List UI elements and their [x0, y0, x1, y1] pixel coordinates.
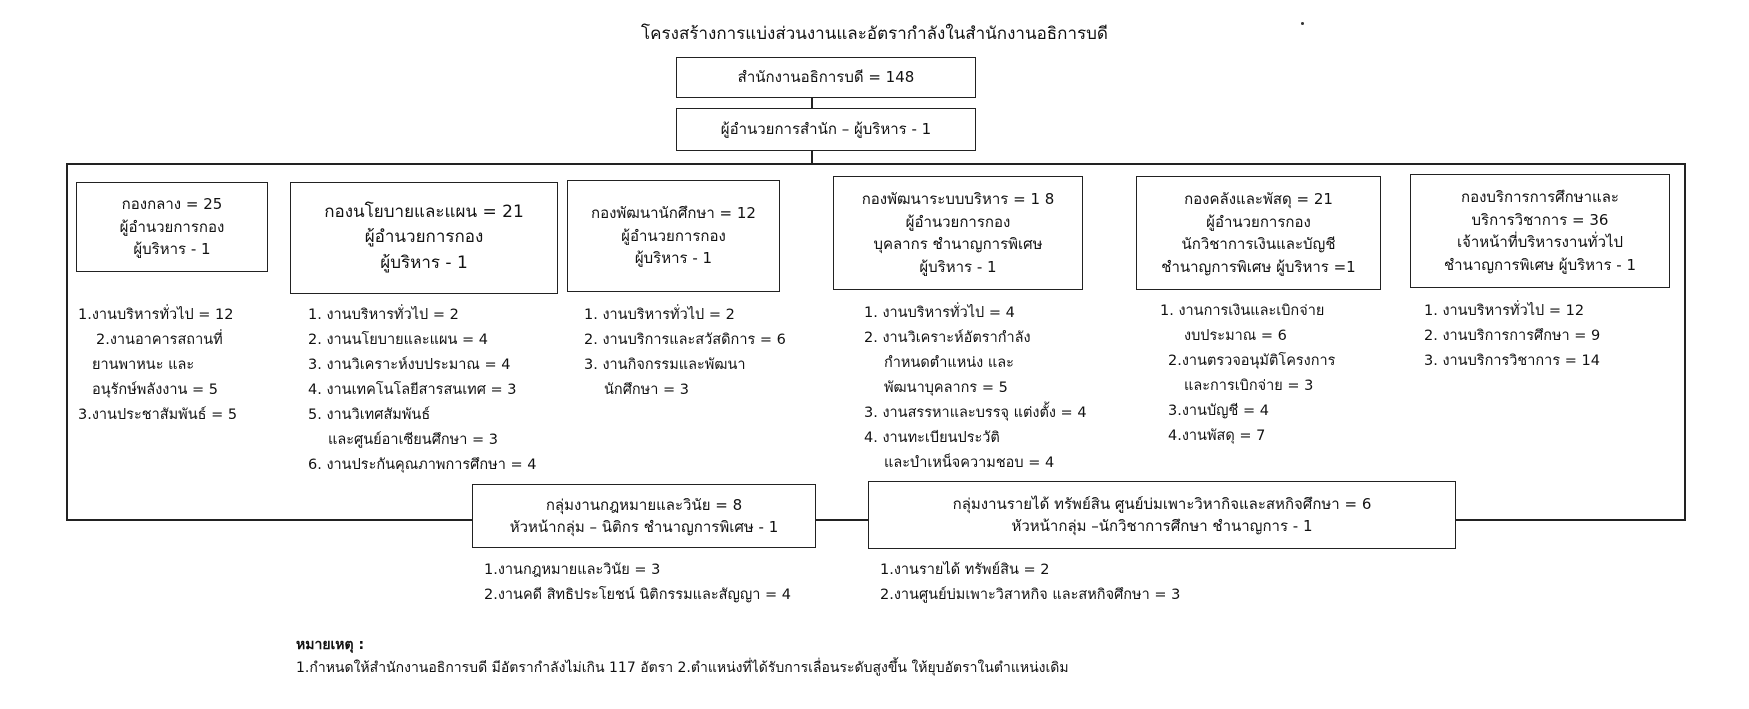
list-item: และบำเหน็จความชอบ = 4 [884, 455, 1055, 471]
list-item: งบประมาณ = 6 [1184, 328, 1287, 344]
group-line: หัวหน้ากลุ่ม –นักวิชาการศึกษา ชำนาญการ - 1 [1011, 517, 1313, 535]
division-line: กองพัฒนาระบบบริหาร = 1 8 [861, 190, 1055, 208]
division-line: นักวิชาการเงินและบัญชี [1181, 235, 1336, 253]
bus-left-vertical [66, 163, 68, 521]
division-line: บริการวิชาการ = 36 [1471, 210, 1609, 229]
division-items-finance [1160, 299, 1335, 449]
stray-dot [1301, 22, 1304, 25]
division-line: ผู้อำนวยการกอง [621, 226, 726, 245]
list-item: 5. งานวิเทศสัมพันธ์ [308, 407, 431, 423]
director-box-label: ผู้อำนวยการสำนัก – ผู้บริหาร - 1 [720, 120, 932, 139]
division-line: เจ้าหน้าที่บริหารงานทั่วไป [1456, 233, 1624, 251]
division-line: กองบริการการศึกษาและ [1461, 188, 1619, 206]
division-box-student-dev [567, 180, 780, 292]
list-item: 2.งานอาคารสถานที่ [96, 332, 223, 348]
list-item: 3.งานประชาสัมพันธ์ = 5 [78, 407, 238, 423]
bus-bottom-middle [816, 519, 868, 521]
group-line: หัวหน้ากลุ่ม – นิติกร ชำนาญการพิเศษ - 1 [509, 518, 779, 536]
list-item: 2.งานตรวจอนุมัติโครงการ [1168, 353, 1336, 369]
office-box-label: สำนักงานอธิการบดี = 148 [737, 68, 915, 87]
list-item: 1. งานบริหารทั่วไป = 2 [308, 307, 459, 323]
division-line: กองนโยบายและแผน = 21 [324, 201, 524, 222]
division-line: ชำนาญการพิเศษ ผู้บริหาร =1 [1161, 257, 1356, 276]
group-box-legal [472, 484, 816, 548]
division-items-policy-plan [308, 303, 536, 478]
division-line: ผู้บริหาร - 1 [919, 257, 997, 276]
connector-director-to-bus [811, 150, 813, 164]
list-item: 3. งานสรรหาและบรรจุ แต่งตั้ง = 4 [864, 405, 1087, 421]
list-item: 4.งานพัสดุ = 7 [1168, 428, 1266, 444]
division-line: กองคลังและพัสดุ = 21 [1184, 190, 1333, 208]
list-item: 2. งานวิเคราะห์อัตรากำลัง [864, 330, 1031, 346]
list-item: 1. งานบริหารทั่วไป = 4 [864, 305, 1015, 321]
list-item: 2.งานศูนย์บ่มเพาะวิสาหกิจ และสหกิจศึกษา = 3 [880, 587, 1181, 603]
list-item: 3. งานวิเคราะห์งบประมาณ = 4 [308, 357, 511, 373]
bus-top-horizontal [66, 163, 1686, 165]
division-line: บุคลากร ชำนาญการพิเศษ [873, 235, 1043, 253]
list-item: 4. งานทะเบียนประวัติ [864, 430, 1000, 446]
list-item: 1.งานรายได้ ทรัพย์สิน = 2 [880, 562, 1050, 578]
list-item: กำหนดตำแหน่ง และ [884, 355, 1014, 371]
division-line: กองพัฒนานักศึกษา = 12 [591, 204, 756, 223]
list-item: 2. งานบริการการศึกษา = 9 [1424, 328, 1601, 344]
division-box-academic-service [1410, 174, 1670, 288]
notes-text: 1.กำหนดให้สำนักงานอธิการบดี มีอัตรากำลังไม่เกิน 117 อัตรา 2.ตำแหน่งที่ได้รับการเลื่อนระดับสูงขึ้น ให้ยุบอัตราในตำแหน่งเดิม [296, 660, 1069, 676]
division-box-admin-system [833, 176, 1083, 290]
division-line: กองกลาง = 25 [121, 195, 223, 214]
group-items-legal [484, 558, 791, 608]
division-line: ผู้อำนวยการกอง [364, 227, 484, 248]
list-item: 1. งานการเงินและเบิกจ่าย [1160, 303, 1325, 319]
list-item: พัฒนาบุคลากร = 5 [884, 380, 1008, 396]
office-box [676, 57, 976, 98]
list-item: 2. งานนโยบายและแผน = 4 [308, 332, 488, 348]
group-items-revenue [880, 558, 1180, 608]
list-item: 3.งานบัญชี = 4 [1168, 403, 1269, 419]
list-item: ยานพาหนะ และ [92, 357, 195, 373]
group-line: กลุ่มงานรายได้ ทรัพย์สิน ศูนย์บ่มเพาะวิหากิจและสหกิจศึกษา = 6 [952, 494, 1372, 513]
list-item: 2. งานบริการและสวัสดิการ = 6 [584, 332, 786, 348]
division-items-general [78, 303, 237, 428]
list-item: 6. งานประกันคุณภาพการศึกษา = 4 [308, 457, 537, 473]
bus-bottom-left [66, 519, 472, 521]
group-line: กลุ่มงานกฎหมายและวินัย = 8 [545, 495, 743, 514]
chart-title: โครงสร้างการแบ่งส่วนงานและอัตรากำลังในสำนักงานอธิการบดี [641, 24, 1108, 44]
notes-heading: หมายเหตุ : [296, 637, 365, 653]
division-box-policy-plan [290, 182, 558, 294]
list-item: 4. งานเทคโนโลยีสารสนเทศ = 3 [308, 382, 517, 398]
division-items-academic-service [1424, 299, 1600, 374]
list-item: 1. งานบริหารทั่วไป = 12 [1424, 303, 1585, 319]
division-line: ผู้อำนวยการกอง [905, 212, 1011, 231]
division-items-admin-system [864, 301, 1087, 476]
list-item: 2.งานคดี สิทธิประโยชน์ นิติกรรมและสัญญา = 4 [484, 587, 791, 603]
list-item: 3. งานบริการวิชาการ = 14 [1424, 353, 1600, 369]
list-item: 1. งานบริหารทั่วไป = 2 [584, 307, 735, 323]
list-item: 1.งานบริหารทั่วไป = 12 [78, 307, 234, 323]
bus-right-vertical [1684, 163, 1686, 521]
group-box-revenue [868, 481, 1456, 549]
list-item: 1.งานกฎหมายและวินัย = 3 [484, 562, 661, 578]
list-item: และศูนย์อาเซียนศึกษา = 3 [328, 432, 498, 448]
director-box [676, 108, 976, 151]
division-line: ผู้บริหาร - 1 [380, 252, 468, 273]
list-item: 3. งานกิจกรรมและพัฒนา [584, 357, 746, 373]
bus-bottom-right [1456, 519, 1686, 521]
list-item: อนุรักษ์พลังงาน = 5 [92, 382, 218, 398]
list-item: และการเบิกจ่าย = 3 [1184, 378, 1314, 394]
list-item: นักศึกษา = 3 [604, 382, 689, 398]
division-line: ชำนาญการพิเศษ ผู้บริหาร - 1 [1443, 255, 1637, 274]
division-items-student-dev [584, 303, 786, 403]
division-line: ผู้บริหาร - 1 [133, 240, 211, 259]
division-box-general [76, 182, 268, 272]
division-line: ผู้บริหาร - 1 [634, 249, 713, 268]
division-box-finance [1136, 176, 1381, 290]
division-line: ผู้อำนวยการกอง [1206, 212, 1311, 231]
division-line: ผู้อำนวยการกอง [119, 217, 225, 236]
